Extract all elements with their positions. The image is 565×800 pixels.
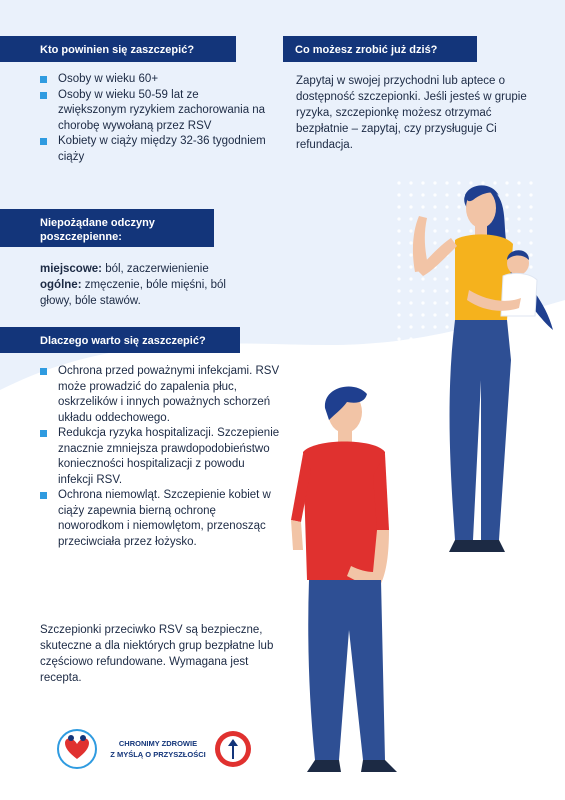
who-list xyxy=(40,72,270,165)
why-section-header: Dlaczego warto się zaszczepić? xyxy=(0,327,240,353)
who-section-header: Kto powinien się zaszczepić? xyxy=(0,36,236,62)
list-item: Osoby w wieku 50-59 lat ze zwiększonym ryzykiem zachorowania na chorobę wywołaną przez RSV xyxy=(40,88,270,135)
woman-with-baby-illustration xyxy=(395,180,565,580)
list-item: Redukcja ryzyka hospitalizacji. Szczepienie znacznie zmniejsza prawdopodobieństwo konieczności hospitalizacji z powodu infekcji RSV. xyxy=(40,426,280,488)
list-item: Ochrona przed poważnymi infekcjami. RSV może prowadzić do zapalenia płuc, oskrzelików i innych poważnych schorzeń układu oddechowego. xyxy=(40,364,280,426)
why-list xyxy=(40,364,280,550)
list-item: Kobiety w ciąży między 32-36 tygodniem ciąży xyxy=(40,134,270,165)
logo-line-2: Z MYŚLĄ O PRZYSZŁOŚCI xyxy=(110,750,206,759)
now-section-text: Zapytaj w swojej przychodni lub aptece o dostępność szczepionki. Jeśli jesteś w grupie ryzyka, szczepionkę możesz otrzymać bezpłatnie – zapytaj, czy przysługuje Ci refundacja. xyxy=(296,75,527,151)
closing-text: Szczepionki przeciwko RSV są bezpieczne, skuteczne a dla niektórych grup bezpłatne lub częściowo refundowane. Wymagana jest recepta. xyxy=(40,624,274,684)
logo-text xyxy=(108,738,208,760)
list-item: Ochrona niemowląt. Szczepienie kobiet w ciąży zapewnia bierną ochronę noworodkom i niemowlętom, przenosząc przeciwciała przez łożysko. xyxy=(40,488,280,550)
list-item: Osoby w wieku 60+ xyxy=(40,72,270,88)
footer-logo xyxy=(56,726,256,772)
family-heart-logo-icon xyxy=(56,728,98,770)
now-section-header: Co możesz zrobić już dziś? xyxy=(283,36,477,62)
man-illustration xyxy=(285,380,420,780)
side-effects-header: Niepożądane odczyny poszczepienne: xyxy=(0,209,214,247)
logo-line-1: CHRONIMY ZDROWIE xyxy=(118,739,198,748)
local-text: ból, zaczerwienienie xyxy=(102,263,209,275)
general-label: ogólne: xyxy=(40,279,82,291)
local-label: miejscowe: xyxy=(40,263,102,275)
general-text: zmęczenie, bóle mięśni, ból głowy, bóle stawów. xyxy=(40,279,226,307)
ministry-of-health-emblem-icon xyxy=(214,730,252,768)
side-effects-text xyxy=(40,261,260,309)
